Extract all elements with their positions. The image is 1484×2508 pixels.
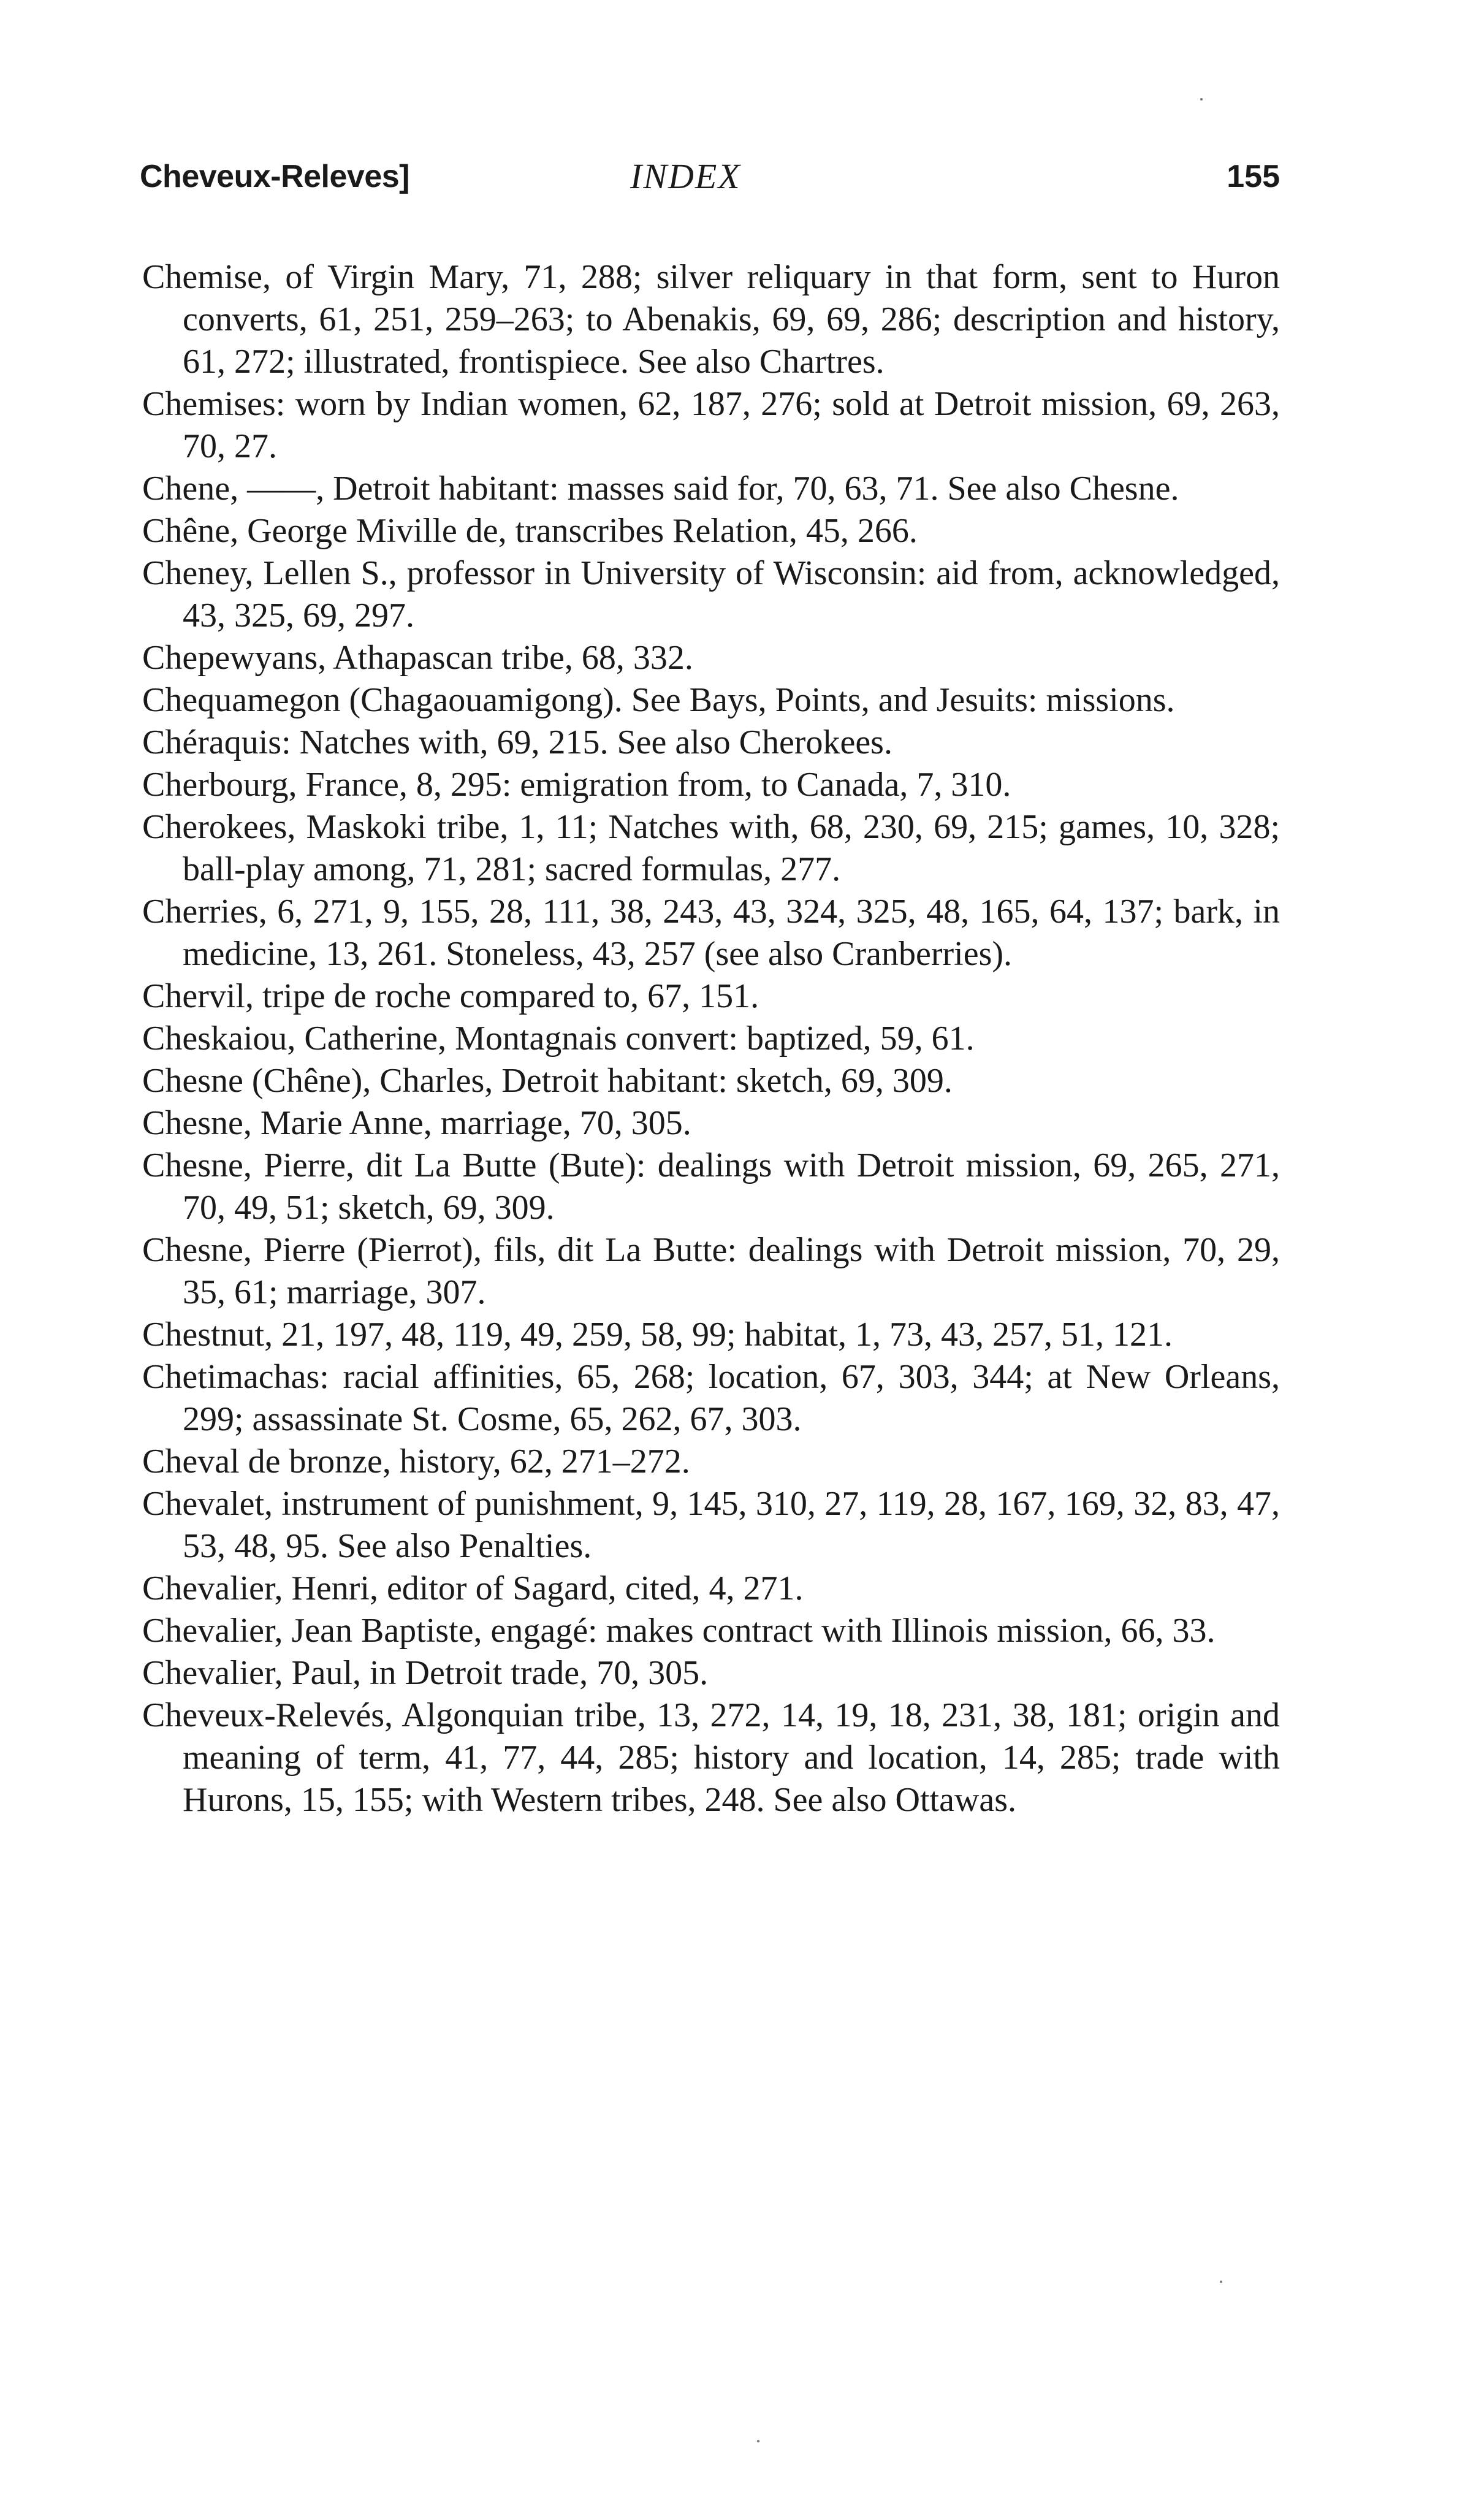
index-entry: Cheskaiou, Catherine, Montagnais convert: baptized, 59, 61. [142, 1020, 975, 1058]
index-entry: Cheveux-Relevés, Algonquian tribe, 13, 272, 14, 19, 18, 231, 38, 181; origin and meaning of term, 41, 77, 44, 285; history and location, 14, 285; trade with Hurons, 15, 155; with Western tribes, 248. See also Ottawas. [142, 1696, 1280, 1819]
index-entry: Chevalier, Henri, editor of Sagard, cited, 4, 271. [142, 1569, 804, 1607]
index-entries [142, 256, 1280, 1821]
scan-speck [757, 2440, 759, 2442]
index-entry: Chesne, Marie Anne, marriage, 70, 305. [142, 1104, 691, 1142]
index-entry: Chemise, of Virgin Mary, 71, 288; silver reliquary in that form, sent to Huron converts, 61, 251, 259–263; to Abenakis, 69, 69, 286; description and history, 61, 272; illustrated, frontispiece. See also Chartres. [142, 258, 1280, 381]
running-head-section: Cheveux-Releves] [140, 159, 409, 194]
index-entry: Chequamegon (Chagaouamigong). See Bays, Points, and Jesuits: missions. [142, 681, 1175, 719]
scan-speck [1200, 98, 1203, 101]
index-entry: Chêne, George Miville de, transcribes Relation, 45, 266. [142, 512, 918, 550]
index-entry: Chesne (Chêne), Charles, Detroit habitant: sketch, 69, 309. [142, 1062, 953, 1100]
index-entry: Cheney, Lellen S., professor in University of Wisconsin: aid from, acknowledged, 43, 325, 69, 297. [142, 554, 1280, 635]
index-entry: Chesne, Pierre, dit La Butte (Bute): dealings with Detroit mission, 69, 265, 271, 70, 49, 51; sketch, 69, 309. [142, 1146, 1280, 1227]
index-entry: Chene, ——, Detroit habitant: masses said for, 70, 63, 71. See also Chesne. [142, 470, 1179, 508]
index-entry: Chevalier, Jean Baptiste, engagé: makes contract with Illinois mission, 66, 33. [142, 1612, 1216, 1650]
index-entry: Cherries, 6, 271, 9, 155, 28, 111, 38, 243, 43, 324, 325, 48, 165, 64, 137; bark, in medicine, 13, 261. Stoneless, 43, 257 (see also Cranberries). [142, 893, 1280, 973]
index-entry: Chepewyans, Athapascan tribe, 68, 332. [142, 639, 693, 677]
scan-speck [1220, 2281, 1222, 2283]
running-head [140, 158, 1280, 207]
index-entry: Chemises: worn by Indian women, 62, 187, 276; sold at Detroit mission, 69, 263, 70, 27. [142, 385, 1280, 465]
index-entry: Cheval de bronze, history, 62, 271–272. [142, 1443, 690, 1481]
index-entry: Cherbourg, France, 8, 295: emigration from, to Canada, 7, 310. [142, 766, 1011, 804]
running-head-title: INDEX [630, 156, 741, 196]
index-entry: Chervil, tripe de roche compared to, 67, 151. [142, 977, 759, 1015]
index-entry: Chetimachas: racial affinities, 65, 268; location, 67, 303, 344; at New Orleans, 299; assassinate St. Cosme, 65, 262, 67, 303. [142, 1358, 1280, 1438]
index-entry: Chevalier, Paul, in Detroit trade, 70, 305. [142, 1654, 709, 1692]
index-entry: Chestnut, 21, 197, 48, 119, 49, 259, 58, 99; habitat, 1, 73, 43, 257, 51, 121. [142, 1316, 1173, 1354]
index-entry: Cherokees, Maskoki tribe, 1, 11; Natches with, 68, 230, 69, 215; games, 10, 328; ball-play among, 71, 281; sacred formulas, 277. [142, 808, 1280, 888]
index-entry: Chevalet, instrument of punishment, 9, 145, 310, 27, 119, 28, 167, 169, 32, 83, 47, 53, 48, 95. See also Penalties. [142, 1485, 1280, 1565]
index-entry: Chesne, Pierre (Pierrot), fils, dit La Butte: dealings with Detroit mission, 70, 29, 35, 61; marriage, 307. [142, 1231, 1280, 1311]
index-entry: Chéraquis: Natches with, 69, 215. See also Cherokees. [142, 723, 892, 761]
page-number: 155 [1227, 159, 1280, 194]
